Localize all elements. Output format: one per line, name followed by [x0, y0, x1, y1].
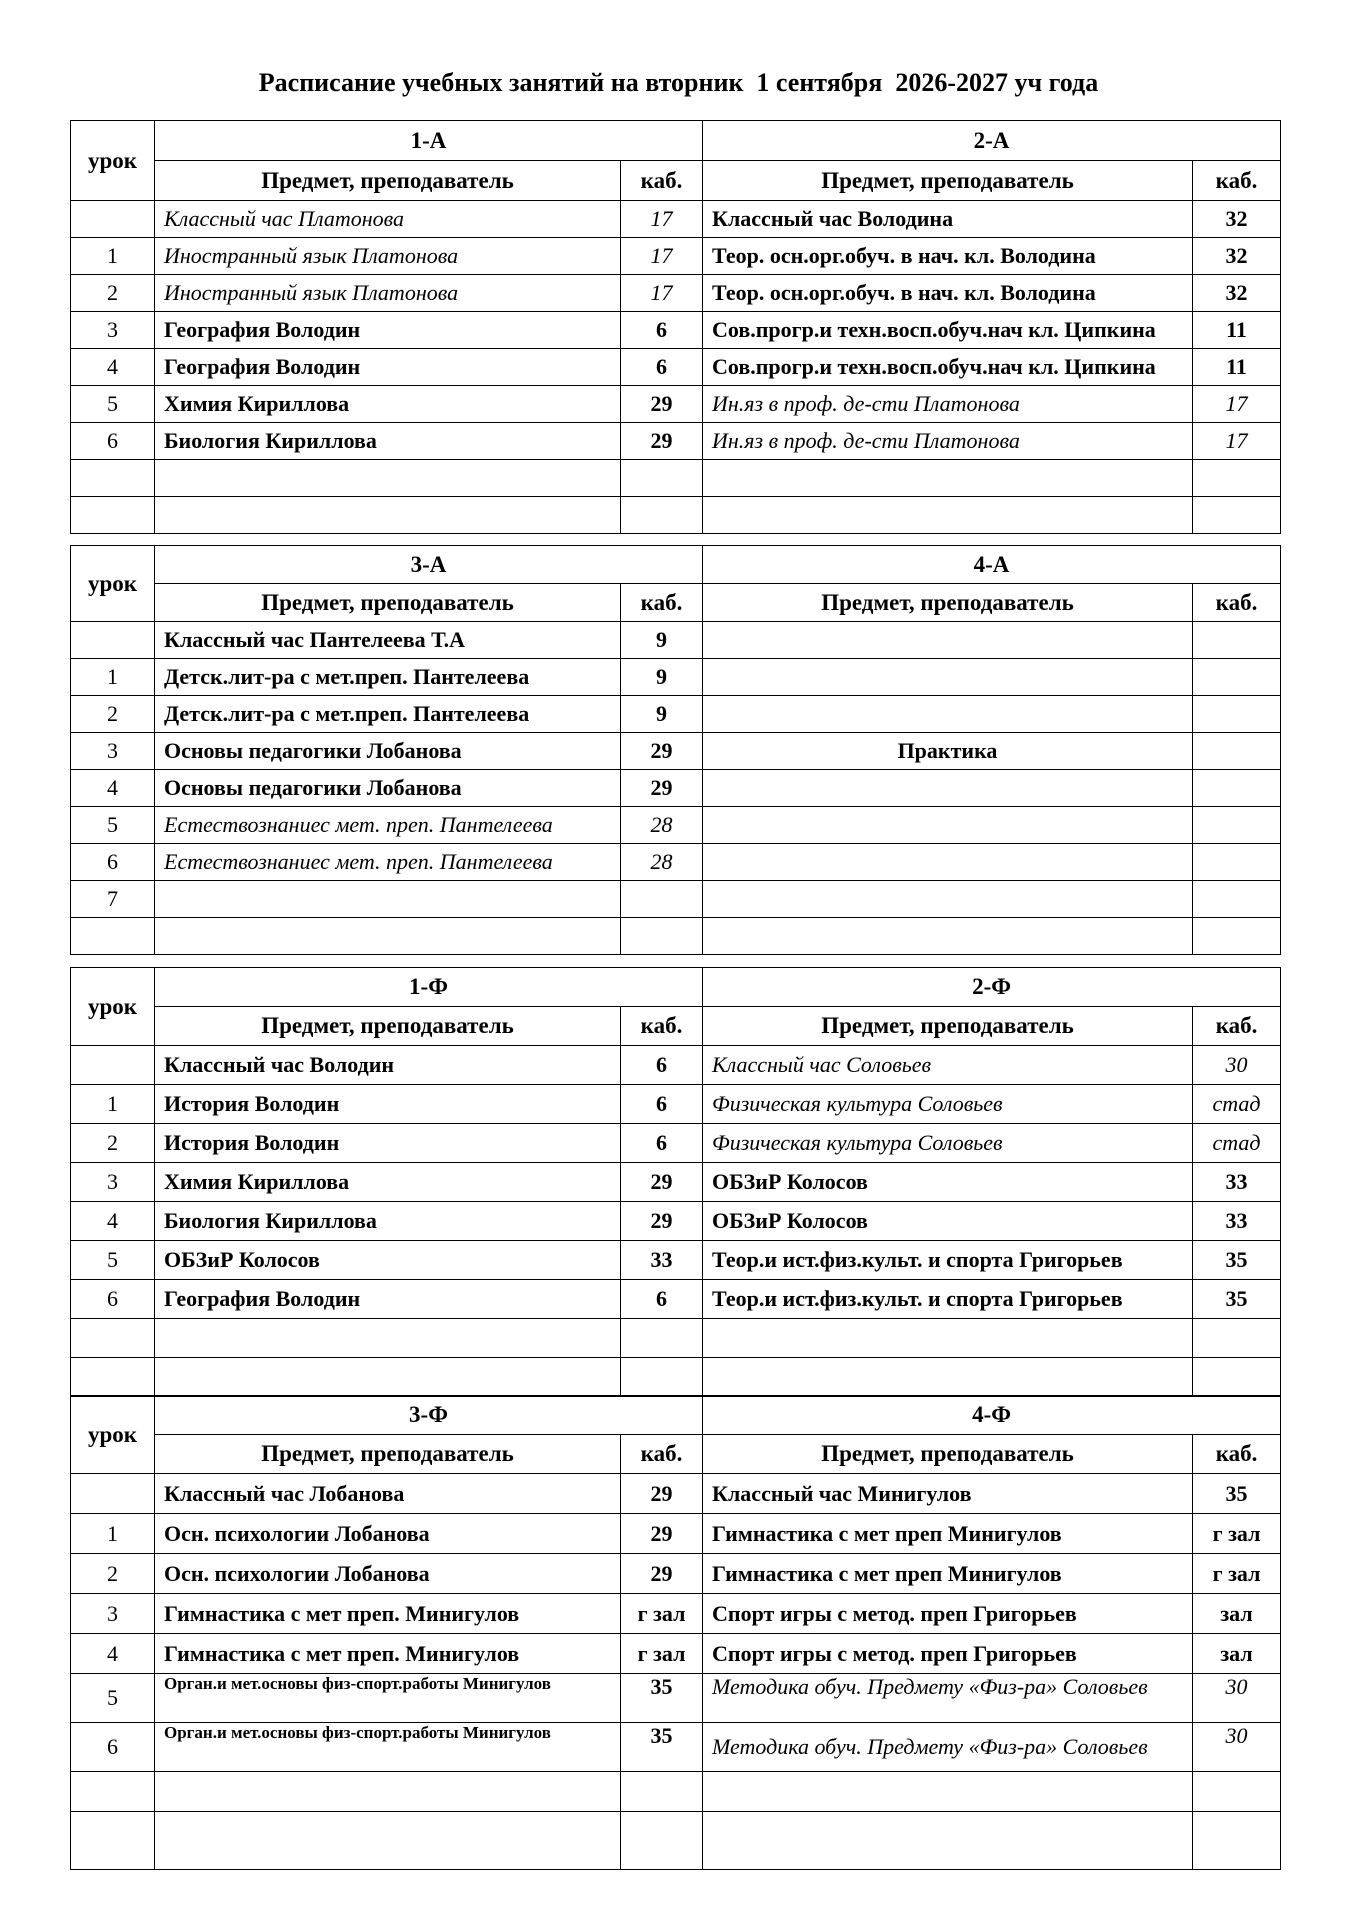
lesson-number: 3 [71, 733, 155, 770]
class-name-left: 1-Ф [155, 968, 703, 1007]
table-row [71, 696, 1281, 733]
room-cell [1193, 460, 1281, 497]
subject-cell: ОБЗиР Колосов [703, 1163, 1193, 1202]
room-header: каб. [1193, 161, 1281, 201]
table-row [71, 1674, 1281, 1723]
table-row [71, 1358, 1281, 1397]
room-cell [1193, 881, 1281, 918]
table-row [71, 1514, 1281, 1554]
lesson-number [71, 622, 155, 659]
subject-cell: Физическая культура Соловьев [703, 1124, 1193, 1163]
room-cell: 29 [621, 1514, 703, 1554]
subject-cell: Теор.и ист.физ.культ. и спорта Григорьев [703, 1241, 1193, 1280]
table-row [71, 1124, 1281, 1163]
subject-cell: Биология Кириллова [155, 423, 621, 460]
lesson-number: 1 [71, 238, 155, 275]
room-cell: 9 [621, 622, 703, 659]
subject-cell: Осн. психологии Лобанова [155, 1514, 621, 1554]
subject-cell [703, 460, 1193, 497]
table-row [71, 1241, 1281, 1280]
lesson-number: 1 [71, 1514, 155, 1554]
room-cell: г зал [1193, 1554, 1281, 1594]
room-header: каб. [621, 161, 703, 201]
room-cell [1193, 1358, 1281, 1397]
subject-cell: Физическая культура Соловьев [703, 1085, 1193, 1124]
lesson-number [71, 460, 155, 497]
lesson-number: 4 [71, 1634, 155, 1674]
room-cell: 33 [1193, 1163, 1281, 1202]
table-row [71, 423, 1281, 460]
room-cell: 35 [1193, 1280, 1281, 1319]
room-header: каб. [1193, 1435, 1281, 1474]
room-cell: 29 [621, 1163, 703, 1202]
room-cell: 17 [621, 275, 703, 312]
room-cell: 35 [1193, 1241, 1281, 1280]
room-cell [1193, 733, 1281, 770]
class-name-left: 1-А [155, 121, 703, 161]
lesson-number: 2 [71, 696, 155, 733]
room-cell: 29 [621, 1202, 703, 1241]
table-row [71, 1280, 1281, 1319]
room-cell: 32 [1193, 201, 1281, 238]
room-cell: стад [1193, 1085, 1281, 1124]
room-cell: 33 [621, 1241, 703, 1280]
lesson-number [71, 1358, 155, 1397]
subject-cell [703, 1772, 1193, 1812]
subject-cell: Гимнастика с мет преп. Минигулов [155, 1634, 621, 1674]
subject-cell [703, 497, 1193, 534]
lesson-number: 6 [71, 1280, 155, 1319]
subject-cell: Сов.прогр.и техн.восп.обуч.нач кл. Ципкина [703, 349, 1193, 386]
subject-cell [155, 1812, 621, 1870]
subject-cell: Классный час Володин [155, 1046, 621, 1085]
lesson-header: урок [71, 546, 155, 622]
lesson-number [71, 497, 155, 534]
room-cell [621, 460, 703, 497]
schedule-block-3a-4a [70, 545, 1281, 955]
subject-cell: Спорт игры с метод. преп Григорьев [703, 1634, 1193, 1674]
subject-header: Предмет, преподаватель [155, 161, 621, 201]
table-row [71, 1163, 1281, 1202]
subject-cell [155, 918, 621, 955]
table-row [71, 386, 1281, 423]
room-cell: 6 [621, 312, 703, 349]
subject-cell: Теор. осн.орг.обуч. в нач. кл. Володина [703, 238, 1193, 275]
lesson-number: 5 [71, 1674, 155, 1723]
subject-cell: Химия Кириллова [155, 386, 621, 423]
table-row [71, 460, 1281, 497]
subject-cell: География Володин [155, 312, 621, 349]
room-cell: 32 [1193, 275, 1281, 312]
subject-cell: Ин.яз в проф. де-сти Платонова [703, 386, 1193, 423]
lesson-number [71, 1046, 155, 1085]
table-row [71, 733, 1281, 770]
lesson-number [71, 1812, 155, 1870]
room-cell: 29 [621, 1554, 703, 1594]
class-name-right: 4-Ф [703, 1396, 1281, 1435]
lesson-number: 4 [71, 1202, 155, 1241]
room-cell: 9 [621, 696, 703, 733]
subject-cell: Теор. осн.орг.обуч. в нач. кл. Володина [703, 275, 1193, 312]
lesson-number: 6 [71, 423, 155, 460]
subject-cell: География Володин [155, 1280, 621, 1319]
table-row [71, 312, 1281, 349]
room-cell: 33 [1193, 1202, 1281, 1241]
room-cell: г зал [1193, 1514, 1281, 1554]
table-row [71, 1085, 1281, 1124]
table-row [71, 659, 1281, 696]
room-cell: г зал [621, 1634, 703, 1674]
room-cell: 9 [621, 659, 703, 696]
room-cell: 6 [621, 349, 703, 386]
subject-header: Предмет, преподаватель [703, 1007, 1193, 1046]
subject-cell: Спорт игры с метод. преп Григорьев [703, 1594, 1193, 1634]
room-cell: 11 [1193, 312, 1281, 349]
table-row [71, 1723, 1281, 1772]
class-name-right: 4-А [703, 546, 1281, 584]
class-name-left: 3-Ф [155, 1396, 703, 1435]
lesson-number: 3 [71, 1163, 155, 1202]
room-cell [1193, 1812, 1281, 1870]
lesson-number: 7 [71, 881, 155, 918]
table-row [71, 918, 1281, 955]
lesson-number: 3 [71, 312, 155, 349]
lesson-number [71, 1772, 155, 1812]
subject-cell [155, 497, 621, 534]
lesson-number: 4 [71, 349, 155, 386]
room-cell [1193, 770, 1281, 807]
lesson-number: 1 [71, 659, 155, 696]
table-row [71, 1046, 1281, 1085]
schedule-block-3f-4f [70, 1395, 1281, 1870]
class-name-right: 2-А [703, 121, 1281, 161]
room-cell: 30 [1193, 1674, 1281, 1723]
subject-cell: Гимнастика с мет преп Минигулов [703, 1554, 1193, 1594]
class-name-right: 2-Ф [703, 968, 1281, 1007]
subject-cell: ОБЗиР Колосов [155, 1241, 621, 1280]
room-cell: 17 [1193, 386, 1281, 423]
room-cell [1193, 622, 1281, 659]
subject-cell: Классный час Лобанова [155, 1474, 621, 1514]
table-row [71, 622, 1281, 659]
room-cell: 32 [1193, 238, 1281, 275]
subject-cell [703, 770, 1193, 807]
room-cell: 30 [1193, 1723, 1281, 1772]
room-cell: 11 [1193, 349, 1281, 386]
table-row [71, 844, 1281, 881]
room-cell [621, 918, 703, 955]
subject-cell: Ин.яз в проф. де-сти Платонова [703, 423, 1193, 460]
subject-cell: Классный час Платонова [155, 201, 621, 238]
room-cell: 29 [621, 423, 703, 460]
subject-cell: Основы педагогики Лобанова [155, 733, 621, 770]
lesson-number: 2 [71, 1554, 155, 1594]
subject-header: Предмет, преподаватель [155, 1435, 621, 1474]
lesson-number: 5 [71, 807, 155, 844]
table-row [71, 1202, 1281, 1241]
lesson-number [71, 201, 155, 238]
room-cell [1193, 918, 1281, 955]
subject-cell [703, 659, 1193, 696]
lesson-number: 6 [71, 1723, 155, 1772]
room-cell [621, 1358, 703, 1397]
lesson-header: урок [71, 968, 155, 1046]
subject-cell: Гимнастика с мет преп. Минигулов [155, 1594, 621, 1634]
subject-cell: Методика обуч. Предмету «Физ-ра» Соловьев [703, 1674, 1193, 1723]
subject-cell: ОБЗиР Колосов [703, 1202, 1193, 1241]
room-cell: 28 [621, 807, 703, 844]
subject-cell: Классный час Соловьев [703, 1046, 1193, 1085]
room-cell [621, 1319, 703, 1358]
room-cell: зал [1193, 1594, 1281, 1634]
lesson-number [71, 1474, 155, 1514]
room-cell: 17 [621, 238, 703, 275]
room-header: каб. [621, 1435, 703, 1474]
subject-cell: Иностранный язык Платонова [155, 275, 621, 312]
subject-cell: Химия Кириллова [155, 1163, 621, 1202]
subject-header: Предмет, преподаватель [155, 584, 621, 622]
room-cell: 6 [621, 1280, 703, 1319]
subject-cell: Естествознаниес мет. преп. Пантелеева [155, 844, 621, 881]
room-cell: 28 [621, 844, 703, 881]
subject-cell [155, 881, 621, 918]
table-row [71, 497, 1281, 534]
table-row [71, 275, 1281, 312]
room-cell: 6 [621, 1124, 703, 1163]
room-cell: 29 [621, 386, 703, 423]
table-row [71, 881, 1281, 918]
lesson-number [71, 1319, 155, 1358]
lesson-number: 6 [71, 844, 155, 881]
room-cell [621, 881, 703, 918]
table-row [71, 1772, 1281, 1812]
subject-cell: Орган.и мет.основы физ-спорт.работы Минигулов [155, 1674, 621, 1723]
lesson-number: 3 [71, 1594, 155, 1634]
room-cell: 35 [1193, 1474, 1281, 1514]
table-row [71, 349, 1281, 386]
lesson-number: 1 [71, 1085, 155, 1124]
subject-cell [703, 1812, 1193, 1870]
subject-cell: Основы педагогики Лобанова [155, 770, 621, 807]
class-name-left: 3-А [155, 546, 703, 584]
table-row [71, 1812, 1281, 1870]
subject-cell: Классный час Пантелеева Т.А [155, 622, 621, 659]
subject-cell [155, 1772, 621, 1812]
subject-cell [703, 807, 1193, 844]
room-cell [1193, 1772, 1281, 1812]
subject-cell [703, 881, 1193, 918]
subject-cell: Иностранный язык Платонова [155, 238, 621, 275]
table-row [71, 238, 1281, 275]
subject-cell [155, 460, 621, 497]
lesson-number: 5 [71, 1241, 155, 1280]
room-cell: 17 [621, 201, 703, 238]
subject-cell: Биология Кириллова [155, 1202, 621, 1241]
lesson-header: урок [71, 1396, 155, 1474]
subject-cell [155, 1319, 621, 1358]
room-cell [621, 1772, 703, 1812]
subject-cell: Классный час Володина [703, 201, 1193, 238]
subject-header: Предмет, преподаватель [703, 584, 1193, 622]
subject-header: Предмет, преподаватель [703, 1435, 1193, 1474]
room-cell: 29 [621, 770, 703, 807]
lesson-number: 2 [71, 275, 155, 312]
subject-cell: География Володин [155, 349, 621, 386]
lesson-number: 2 [71, 1124, 155, 1163]
table-row [71, 1634, 1281, 1674]
subject-cell [703, 622, 1193, 659]
subject-cell: История Володин [155, 1124, 621, 1163]
lesson-header: урок [71, 121, 155, 201]
table-row [71, 770, 1281, 807]
room-cell [1193, 844, 1281, 881]
subject-cell: Осн. психологии Лобанова [155, 1554, 621, 1594]
practice-label: Практика [703, 733, 1193, 770]
subject-cell: Естествознаниес мет. преп. Пантелеева [155, 807, 621, 844]
room-cell: зал [1193, 1634, 1281, 1674]
subject-cell: Методика обуч. Предмету «Физ-ра» Соловьев [703, 1723, 1193, 1772]
room-cell: г зал [621, 1594, 703, 1634]
subject-cell [703, 696, 1193, 733]
subject-cell [703, 1319, 1193, 1358]
room-header: каб. [1193, 1007, 1281, 1046]
room-cell [1193, 1319, 1281, 1358]
schedule-block-1a-2a [70, 120, 1281, 534]
room-header: каб. [621, 584, 703, 622]
subject-cell: Детск.лит-ра с мет.преп. Пантелеева [155, 659, 621, 696]
subject-header: Предмет, преподаватель [703, 161, 1193, 201]
room-cell [1193, 696, 1281, 733]
table-row [71, 1474, 1281, 1514]
subject-cell: Детск.лит-ра с мет.преп. Пантелеева [155, 696, 621, 733]
room-cell [1193, 497, 1281, 534]
room-cell: 35 [621, 1674, 703, 1723]
schedule-block-1f-2f [70, 967, 1281, 1397]
subject-cell: Гимнастика с мет преп Минигулов [703, 1514, 1193, 1554]
room-cell [1193, 807, 1281, 844]
subject-cell [703, 1358, 1193, 1397]
subject-cell: Теор.и ист.физ.культ. и спорта Григорьев [703, 1280, 1193, 1319]
subject-cell [155, 1358, 621, 1397]
table-row [71, 807, 1281, 844]
table-row [71, 201, 1281, 238]
subject-cell [703, 844, 1193, 881]
room-cell: стад [1193, 1124, 1281, 1163]
table-row [71, 1554, 1281, 1594]
room-cell [1193, 659, 1281, 696]
table-row [71, 1319, 1281, 1358]
room-header: каб. [1193, 584, 1281, 622]
room-header: каб. [621, 1007, 703, 1046]
table-row [71, 1594, 1281, 1634]
room-cell: 30 [1193, 1046, 1281, 1085]
room-cell [621, 497, 703, 534]
subject-cell: История Володин [155, 1085, 621, 1124]
room-cell: 17 [1193, 423, 1281, 460]
lesson-number [71, 918, 155, 955]
subject-cell [703, 918, 1193, 955]
room-cell: 29 [621, 1474, 703, 1514]
room-cell: 29 [621, 733, 703, 770]
lesson-number: 4 [71, 770, 155, 807]
page-title: Расписание учебных занятий на вторник 1 сентября 2026-2027 уч года [258, 68, 1099, 97]
room-cell: 6 [621, 1085, 703, 1124]
subject-header: Предмет, преподаватель [155, 1007, 621, 1046]
subject-cell: Классный час Минигулов [703, 1474, 1193, 1514]
subject-cell: Сов.прогр.и техн.восп.обуч.нач кл. Ципкина [703, 312, 1193, 349]
room-cell: 35 [621, 1723, 703, 1772]
subject-cell: Орган.и мет.основы физ-спорт.работы Минигулов [155, 1723, 621, 1772]
lesson-number: 5 [71, 386, 155, 423]
room-cell [621, 1812, 703, 1870]
room-cell: 6 [621, 1046, 703, 1085]
